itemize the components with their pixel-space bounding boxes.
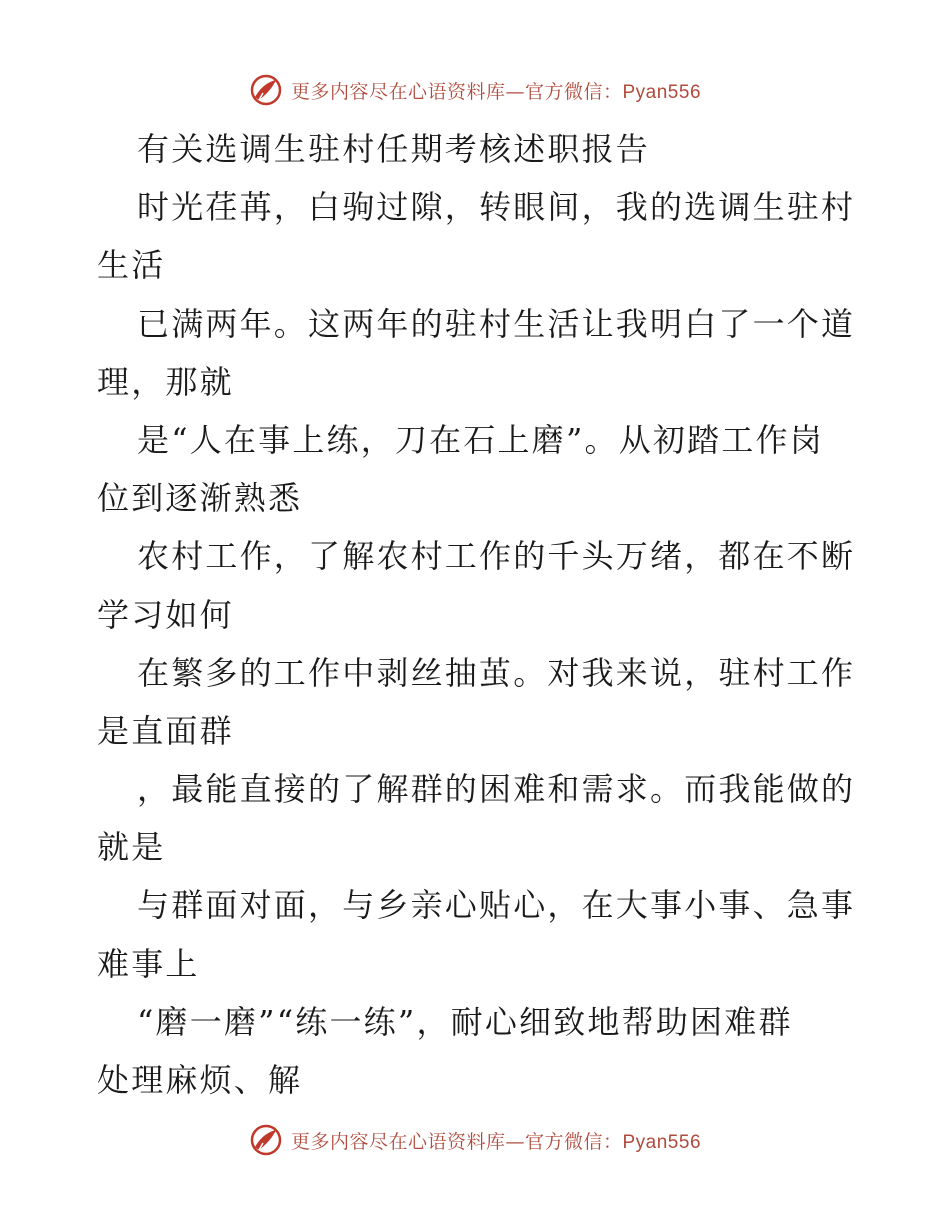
footer-banner [0,1120,950,1160]
header-banner-label: 更多内容尽在心语资料库—官方微信： [290,80,623,103]
pen-nib-logo-icon [249,73,283,107]
text-line: 难事上 [97,944,200,983]
text-line: 就是 [97,828,166,867]
footer-banner-text [291,1127,701,1154]
header-banner [0,70,950,110]
text-line: ，最能直接的了解群的困难和需求。而我能做的 [137,770,856,809]
document-body [97,120,857,1109]
header-banner-handle: Pyan556 [622,81,702,103]
text-line: 时光荏苒，白驹过隙，转眼间，我的选调生驻村 [137,188,856,227]
text-line: 农村工作，了解农村工作的千头万绪，都在不断 [137,537,856,576]
pen-nib-logo-icon [249,1123,283,1157]
header-banner-text [291,77,701,104]
footer-banner-label: 更多内容尽在心语资料库—官方微信： [290,1130,623,1153]
text-line: 生活 [97,246,166,285]
footer-banner-handle: Pyan556 [622,1131,702,1153]
text-line: 处理麻烦、解 [97,1061,303,1099]
document-title: 有关选调生驻村任期考核述职报告 [137,130,651,168]
text-line: 与群面对面，与乡亲心贴心，在大事小事、急事 [137,886,856,925]
text-line: 在繁多的工作中剥丝抽茧。对我来说，驻村工作 [137,653,856,692]
text-line: 学习如何 [97,595,234,634]
text-line: 是“人在事上练，刀在石上磨”。从初踏工作岗 [137,420,824,459]
text-line: 是直面群 [97,711,234,750]
text-line: 位到逐渐熟悉 [97,479,303,518]
text-line: 理，那就 [97,362,234,401]
text-line: 已满两年。这两年的驻村生活让我明白了一个道 [137,304,856,343]
text-line: “磨一磨”“练一练”，耐心细致地帮助困难群 [137,1002,793,1041]
